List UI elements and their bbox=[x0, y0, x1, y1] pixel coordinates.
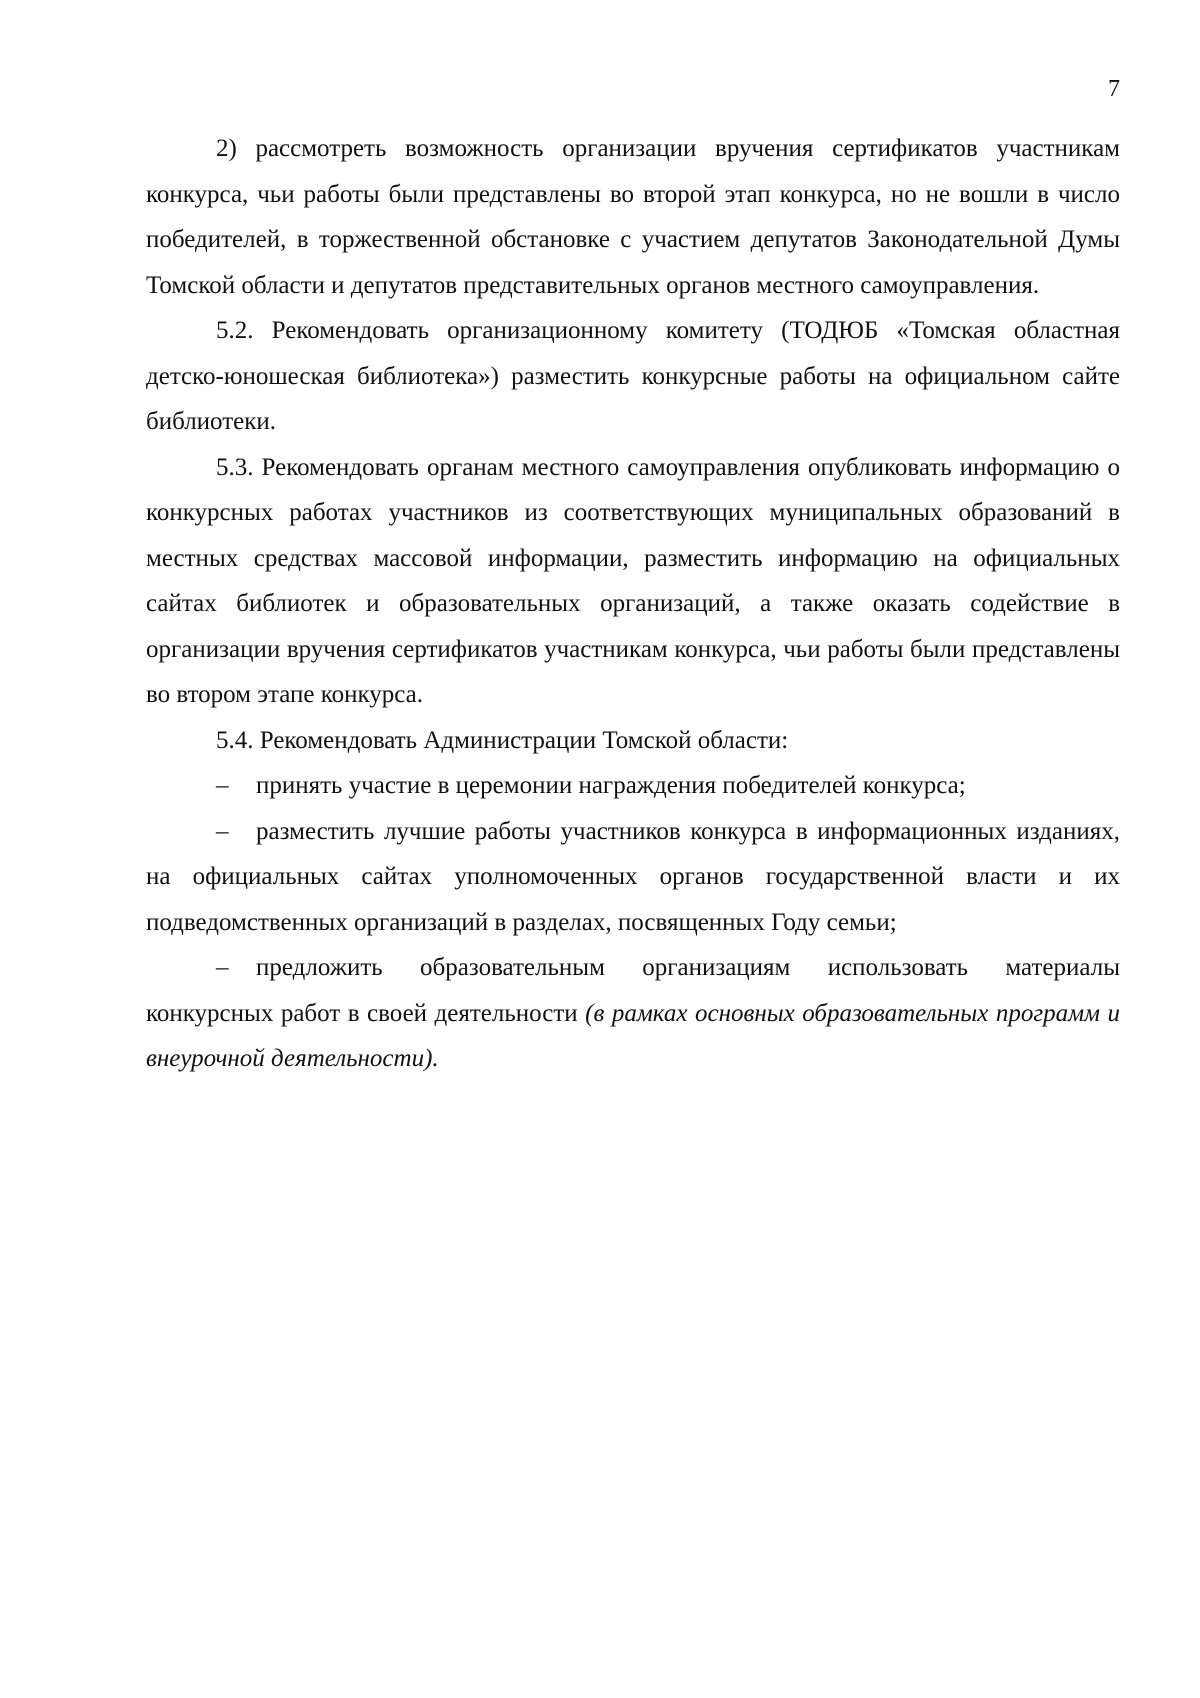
list-dash: – bbox=[216, 772, 229, 799]
list-item-text: предложить образовательным организациям использовать материалы конкурсных работ в своей деятельности bbox=[146, 954, 1120, 1027]
list-item-italic-note: (в рамках основных образовательных программ и внеурочной деятельности). bbox=[146, 999, 1120, 1072]
list-item-text: принять участие в церемонии награждения победителей конкурса; bbox=[256, 772, 966, 799]
list-item bbox=[146, 809, 1120, 946]
list-item bbox=[146, 945, 1120, 1082]
list-item-text: разместить лучшие работы участников конкурса в информационных изданиях, на официальных сайтах уполномоченных органов государственной власти и их подведомственных организаций в разделах, посвященных Году семьи; bbox=[146, 817, 1120, 936]
paragraph-5-4: 5.4. Рекомендовать Администрации Томской области: bbox=[216, 726, 789, 754]
list-item bbox=[146, 763, 1120, 809]
page-number: 7 bbox=[1108, 76, 1120, 102]
paragraph-item-2: 2) рассмотреть возможность организации вручения сертификатов участникам конкурса, чьи работы были представлены во второй этап конкурса, но не вошли в число победителей, в торжественной обстановке с участием депутатов Законодательной Думы Томской области и депутатов представительных органов местного самоуправления. bbox=[146, 135, 1120, 299]
document-body bbox=[146, 126, 1120, 1082]
list-dash: – bbox=[216, 954, 229, 981]
list-dash: – bbox=[216, 817, 229, 845]
paragraph-5-3: 5.3. Рекомендовать органам местного самоуправления опубликовать информацию о конкурсных работах участников из соответствующих муниципальных образований в местных средствах массовой информации, разместить информацию на официальных сайтах библиотек и образовательных организаций, а также оказать содействие в организации вручения сертификатов участникам конкурса, чьи работы были представлены во втором этапе конкурса. bbox=[146, 453, 1120, 708]
paragraph-5-2: 5.2. Рекомендовать организационному комитету (ТОДЮБ «Томская областная детско-юношеская библиотека») разместить конкурсные работы на официальном сайте библиотеки. bbox=[146, 317, 1120, 435]
